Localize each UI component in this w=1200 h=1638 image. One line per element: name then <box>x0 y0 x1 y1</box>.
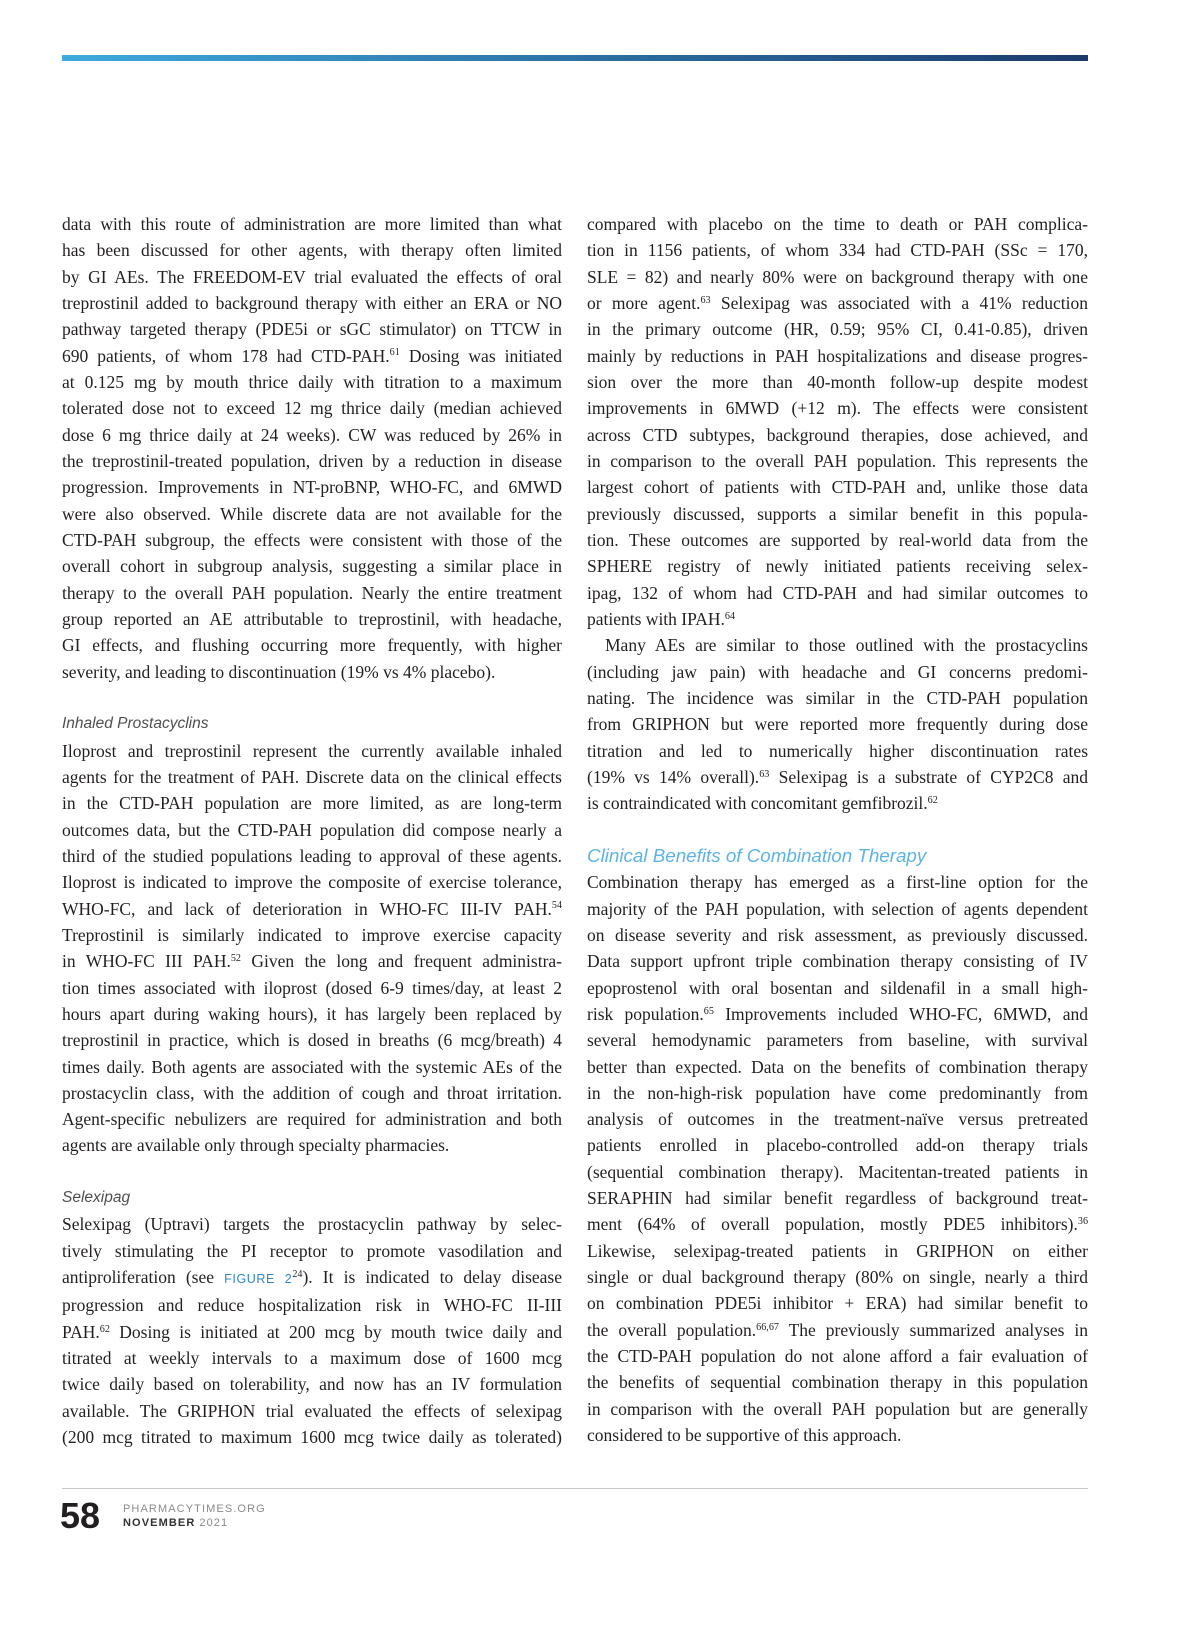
text-line <box>587 290 1088 316</box>
text-line: at 0.125 mg by mouth thrice daily with titration to a maximum <box>62 371 562 392</box>
text-line: therapy to the overall PAH population. Nearly the entire treatment <box>62 582 562 603</box>
text-line: agents are available only through specialty pharmacies. <box>62 1135 450 1156</box>
text-run: the overall population. <box>587 1319 757 1340</box>
text-line: tolerated dose not to exceed 12 mg thrice daily (median achieved <box>62 398 562 419</box>
text-run: (19% vs 14% overall). <box>587 766 760 787</box>
citation-superscript: 64 <box>724 610 736 622</box>
text-line: has been discussed for other agents, with therapy often limited <box>62 240 562 261</box>
issue-year: 2021 <box>199 1517 229 1529</box>
text-line: third of the studied populations leading to approval of these agents. <box>62 845 562 866</box>
text-run: in WHO-FC III PAH. <box>62 951 231 972</box>
paragraph <box>62 1211 562 1450</box>
text-line: from GRIPHON but were reported more frequently during dose <box>587 714 1088 735</box>
figure-reference: FIGURE 2 <box>224 1272 293 1287</box>
text-line <box>587 790 1088 816</box>
text-line: (sequential combination therapy). Macitentan-treated patients in <box>587 1161 1088 1182</box>
text-line: better than expected. Data on the benefits of combination therapy <box>587 1056 1088 1077</box>
text-run: The previously summarized analyses in <box>778 1319 1088 1340</box>
paragraph <box>587 211 1088 632</box>
text-line: SLE = 82) and nearly 80% were on background therapy with one <box>587 266 1088 287</box>
text-line: in the primary outcome (HR, 0.59; 95% CI, 0.41-0.85), driven <box>587 319 1088 340</box>
text-line: largest cohort of patients with CTD-PAH and, unlike those data <box>587 477 1088 498</box>
text-run: Dosing was initiated <box>399 345 562 366</box>
text-line <box>62 343 562 369</box>
left-column <box>62 211 562 1450</box>
header-accent-bar <box>62 55 1088 61</box>
right-column <box>587 211 1088 1448</box>
citation-superscript: 63 <box>759 768 770 780</box>
text-line: outcomes data, but the CTD-PAH population did compose nearly a <box>62 819 562 840</box>
text-line: treprostinil in practice, which is dosed in breaths (6 mcg/breath) 4 <box>62 1030 562 1051</box>
text-line: overall cohort in subgroup analysis, suggesting a similar place in <box>62 556 562 577</box>
text-run: WHO-FC, and lack of deterioration in WHO-FC III-IV PAH. <box>62 898 552 919</box>
text-run: Given the long and frequent administra- <box>240 951 562 972</box>
text-line: tion. These outcomes are supported by real-world data from the <box>587 529 1088 550</box>
text-line: pathway targeted therapy (PDE5i or sGC stimulator) on TTCW in <box>62 319 562 340</box>
subheading: Inhaled Prostacyclins <box>62 715 209 733</box>
text-line: Iloprost and treprostinil represent the currently available inhaled <box>62 740 562 761</box>
text-line: Selexipag (Uptravi) targets the prostacyclin pathway by selec- <box>62 1214 562 1235</box>
text-run: ). It is indicated to delay disease <box>302 1267 562 1288</box>
text-line: CTD-PAH subgroup, the effects were consistent with those of the <box>62 529 562 550</box>
text-line <box>587 1317 1088 1343</box>
citation-superscript: 61 <box>389 347 400 359</box>
text-line <box>587 606 1088 632</box>
text-line: in comparison to the overall PAH population. This represents the <box>587 450 1088 471</box>
citation-superscript: 36 <box>1077 1216 1088 1228</box>
text-line: tively stimulating the PI receptor to promote vasodilation and <box>62 1240 562 1261</box>
text-line: previously discussed, supports a similar benefit in this popula- <box>587 503 1088 524</box>
text-line: on disease severity and risk assessment, as previously discussed. <box>587 924 1088 945</box>
citation-superscript: 52 <box>230 952 241 964</box>
paragraph <box>587 869 1088 1448</box>
text-line: tion in 1156 patients, of whom 334 had CTD-PAH (SSc = 170, <box>587 240 1088 261</box>
text-run: patients with IPAH. <box>587 608 725 629</box>
text-line: GI effects, and flushing occurring more frequently, with higher <box>62 635 562 656</box>
text-line: analysis of outcomes in the treatment-naïve versus pretreated <box>587 1109 1088 1130</box>
text-line: single or dual background therapy (80% on single, nearly a third <box>587 1267 1088 1288</box>
text-line: Data support upfront triple combination therapy consisting of IV <box>587 951 1088 972</box>
text-line: were also observed. While discrete data are not available for the <box>62 503 562 524</box>
text-line <box>62 1264 562 1292</box>
text-line <box>587 764 1088 790</box>
text-line <box>62 948 562 974</box>
paragraph <box>587 632 1088 816</box>
text-run: Selexipag is a substrate of CYP2C8 and <box>769 766 1088 787</box>
text-line: group reported an AE attributable to treprostinil, with headache, <box>62 608 562 629</box>
text-line: titrated at weekly intervals to a maximum dose of 1600 mcg <box>62 1348 562 1369</box>
subheading: Selexipag <box>62 1189 131 1207</box>
text-run: ment (64% of overall population, mostly PDE5 inhibitors). <box>587 1214 1078 1235</box>
text-run: risk population. <box>587 1003 704 1024</box>
paragraph <box>62 211 562 685</box>
text-line: progression and reduce hospitalization risk in WHO-FC II-III <box>62 1295 562 1316</box>
text-line: patients enrolled in placebo-controlled add-on therapy trials <box>587 1135 1088 1156</box>
text-line: Likewise, selexipag-treated patients in GRIPHON on either <box>587 1240 1088 1261</box>
text-line: (200 mcg titrated to maximum 1600 mcg twice daily as tolerated) <box>62 1427 562 1448</box>
text-line: Treprostinil is similarly indicated to improve exercise capacity <box>62 924 562 945</box>
text-run: Dosing is initiated at 200 mcg by mouth twice daily and <box>109 1321 562 1342</box>
text-line: treprostinil added to background therapy with either an ERA or NO <box>62 292 562 313</box>
text-line: agents for the treatment of PAH. Discrete data on the clinical effects <box>62 766 562 787</box>
text-line: mainly by reductions in PAH hospitalizations and disease progres- <box>587 345 1088 366</box>
text-line: in comparison with the overall PAH population but are generally <box>587 1398 1088 1419</box>
text-run: 690 patients, of whom 178 had CTD-PAH. <box>62 345 390 366</box>
text-line: times daily. Both agents are associated with the systemic AEs of the <box>62 1056 562 1077</box>
text-line <box>587 1001 1088 1027</box>
citation-superscript: 62 <box>99 1323 110 1335</box>
text-line: twice daily based on tolerability, and now has an IV formulation <box>62 1374 562 1395</box>
text-run: Selexipag was associated with a 41% reduction <box>710 292 1088 313</box>
text-run: is contraindicated with concomitant gemfibrozil. <box>587 793 928 814</box>
text-line: available. The GRIPHON trial evaluated the effects of selexipag <box>62 1400 562 1421</box>
text-line: by GI AEs. The FREEDOM-EV trial evaluated the effects of oral <box>62 266 562 287</box>
text-line: Iloprost is indicated to improve the composite of exercise tolerance, <box>62 872 562 893</box>
issue-month: NOVEMBER <box>123 1517 196 1529</box>
text-line: SERAPHIN had similar benefit regardless of background treat- <box>587 1188 1088 1209</box>
publication-website: PHARMACYTIMES.ORG <box>123 1503 266 1515</box>
issue-date <box>123 1516 228 1530</box>
text-line: SPHERE registry of newly initiated patients receiving selex- <box>587 556 1088 577</box>
text-line: severity, and leading to discontinuation (19% vs 4% placebo). <box>62 661 496 682</box>
text-line: titration and led to numerically higher discontinuation rates <box>587 740 1088 761</box>
text-line: data with this route of administration are more limited than what <box>62 214 562 234</box>
text-line: in the CTD-PAH population are more limited, as are long-term <box>62 793 562 814</box>
citation-superscript: 54 <box>551 900 562 912</box>
citation-superscript: 63 <box>700 294 711 306</box>
section-heading: Clinical Benefits of Combination Therapy <box>587 844 927 866</box>
text-line: considered to be supportive of this approach. <box>587 1425 902 1446</box>
footer-rule <box>62 1488 1088 1489</box>
text-line: hours apart during waking hours), it has largely been replaced by <box>62 1003 562 1024</box>
text-run: or more agent. <box>587 292 701 313</box>
text-line: nating. The incidence was similar in the CTD-PAH population <box>587 687 1088 708</box>
text-line: several hemodynamic parameters from baseline, with survival <box>587 1030 1088 1051</box>
citation-superscript: 24 <box>292 1268 303 1280</box>
citation-superscript: 65 <box>703 1005 714 1017</box>
citation-superscript: 66,67 <box>756 1321 779 1333</box>
text-line: majority of the PAH population, with selection of agents dependent <box>587 898 1088 919</box>
text-line: sion over the more than 40-month follow-up despite modest <box>587 371 1088 392</box>
paragraph <box>62 738 562 1159</box>
text-line: across CTD subtypes, background therapies, dose achieved, and <box>587 424 1088 445</box>
text-line: compared with placebo on the time to death or PAH complica- <box>587 214 1088 234</box>
text-line: the treprostinil-treated population, driven by a reduction in disease <box>62 450 562 471</box>
text-run: antiproliferation (see <box>62 1267 225 1288</box>
text-line: progression. Improvements in NT-proBNP, WHO-FC, and 6MWD <box>62 477 562 498</box>
text-line: improvements in 6MWD (+12 m). The effects were consistent <box>587 398 1088 419</box>
text-line: the CTD-PAH population do not alone afford a fair evaluation of <box>587 1346 1088 1367</box>
text-line: ipag, 132 of whom had CTD-PAH and had similar outcomes to <box>587 582 1088 603</box>
text-line: prostacyclin class, with the addition of cough and throat irritation. <box>62 1082 562 1103</box>
text-line: on combination PDE5i inhibitor + ERA) had similar benefit to <box>587 1293 1088 1314</box>
text-line: dose 6 mg thrice daily at 24 weeks). CW was reduced by 26% in <box>62 424 562 445</box>
text-line: Agent-specific nebulizers are required for administration and both <box>62 1109 562 1130</box>
text-run: Improvements included WHO-FC, 6MWD, and <box>713 1003 1088 1024</box>
text-line: epoprostenol with oral bosentan and sildenafil in a small high- <box>587 977 1088 998</box>
text-line: tion times associated with iloprost (dosed 6-9 times/day, at least 2 <box>62 977 562 998</box>
page-number: 58 <box>60 1495 101 1536</box>
text-line <box>62 1319 562 1345</box>
text-line: Many AEs are similar to those outlined with the prostacyclins <box>605 635 1088 656</box>
citation-superscript: 62 <box>927 794 938 806</box>
text-line <box>62 896 562 922</box>
text-line: the benefits of sequential combination therapy in this population <box>587 1372 1088 1393</box>
text-line: Combination therapy has emerged as a first-line option for the <box>587 872 1088 893</box>
text-run: PAH. <box>62 1321 100 1342</box>
text-line <box>587 1211 1088 1237</box>
text-line: in the non-high-risk population have come predominantly from <box>587 1082 1088 1103</box>
text-line: (including jaw pain) with headache and GI concerns predomi- <box>587 661 1088 682</box>
